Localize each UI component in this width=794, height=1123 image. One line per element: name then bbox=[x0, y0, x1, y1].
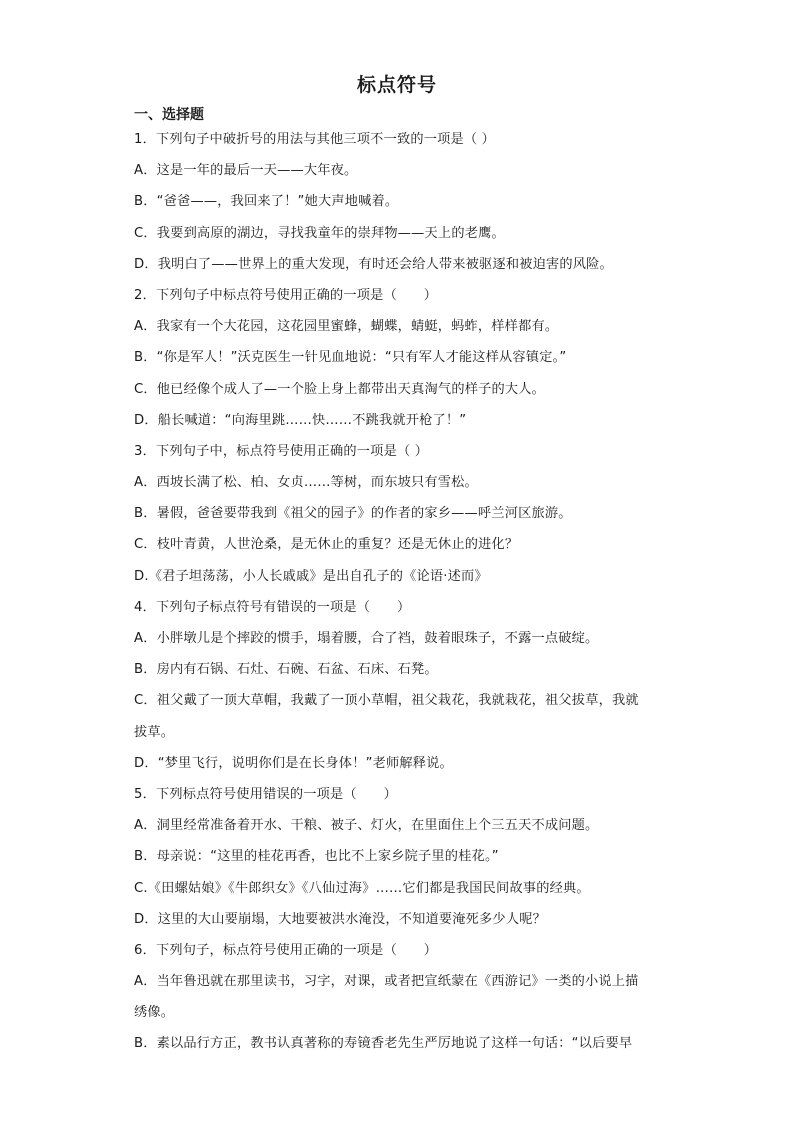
text-line: B．母亲说：“这里的桂花再香，也比不上家乡院子里的桂花。” bbox=[134, 849, 499, 865]
text-line: 绣像。 bbox=[134, 1005, 175, 1021]
text-line: A．洞里经常准备着开水、干粮、被子、灯火，在里面住上个三五天不成问题。 bbox=[134, 818, 599, 834]
text-line: A．这是一年的最后一天——大年夜。 bbox=[134, 163, 358, 179]
text-line: 1．下列句子中破折号的用法与其他三项不一致的一项是（ ） bbox=[134, 132, 496, 147]
text-line: B．“爸爸——，我回来了！”她大声地喊着。 bbox=[134, 194, 399, 210]
text-line: 4．下列句子标点符号有错误的一项是（ ） bbox=[134, 599, 411, 615]
text-line: 2．下列句子中标点符号使用正确的一项是（ ） bbox=[134, 287, 438, 303]
text-line: C．他已经像个成人了—一个脸上身上都带出天真淘气的样子的大人。 bbox=[134, 381, 546, 397]
text-line: C．枝叶青黄，人世沧桑，是无休止的重复？还是无休止的进化？ bbox=[134, 537, 519, 553]
text-line: B．暑假，爸爸要带我到《祖父的园子》的作者的家乡——呼兰河区旅游。 bbox=[134, 506, 572, 522]
text-line: C．祖父戴了一顶大草帽，我戴了一顶小草帽，祖父栽花，我就栽花，祖父拔草，我就 bbox=[134, 693, 639, 709]
section-heading: 一、选择题 bbox=[134, 107, 204, 123]
text-line: 拔草。 bbox=[134, 724, 175, 740]
text-line: D．船长喊道：“向海里跳……快……不跳我就开枪了！” bbox=[134, 412, 467, 428]
text-line: D．“梦里飞行，说明你们是在长身体！”老师解释说。 bbox=[134, 755, 453, 771]
question-list bbox=[134, 124, 664, 1060]
text-line: B．“你是军人！”沃克医生一针见血地说：“只有军人才能这样从容镇定。” bbox=[134, 350, 567, 366]
text-line: B．素以品行方正，教书认真著称的寿镜香老先生严厉地说了这样一句话：“以后要早 bbox=[134, 1036, 633, 1052]
text-line: D．这里的大山要崩塌，大地要被洪水淹没，不知道要淹死多少人呢？ bbox=[134, 911, 546, 927]
text-line: A．我家有一个大花园，这花园里蜜蜂，蝴蝶，蜻蜓，蚂蚱，样样都有。 bbox=[134, 319, 559, 335]
text-line: 6．下列句子，标点符号使用正确的一项是（ ） bbox=[134, 942, 438, 958]
page-title: 标点符号 bbox=[356, 74, 437, 96]
text-line: 5．下列标点符号使用错误的一项是（ ） bbox=[134, 786, 397, 802]
text-line: D．我明白了——世界上的重大发现，有时还会给人带来被驱逐和被迫害的风险。 bbox=[134, 256, 613, 272]
text-line: D.《君子坦荡荡，小人长戚戚》是出自孔子的《论语·述而》 bbox=[134, 568, 488, 584]
text-line: C.《田螺姑娘》《牛郎织女》《八仙过海》……它们都是我国民间故事的经典。 bbox=[134, 880, 590, 896]
text-line: A．当年鲁迅就在那里读书，习字，对课，或者把宣纸蒙在《西游记》一类的小说上描 bbox=[134, 974, 639, 990]
text-line: A．小胖墩儿是个摔跤的惯手，塌着腰，合了裆，鼓着眼珠子，不露一点破绽。 bbox=[134, 631, 599, 646]
text-line: 3．下列句子中，标点符号使用正确的一项是（ ） bbox=[134, 443, 429, 459]
text-line: B．房内有石锅、石灶、石碗、石盆、石床、石凳。 bbox=[134, 662, 438, 678]
text-line: C．我要到高原的湖边，寻找我童年的崇拜物——天上的老鹰。 bbox=[134, 225, 505, 241]
text-line: A．西坡长满了松、柏、女贞……等树，而东坡只有雪松。 bbox=[134, 475, 478, 491]
